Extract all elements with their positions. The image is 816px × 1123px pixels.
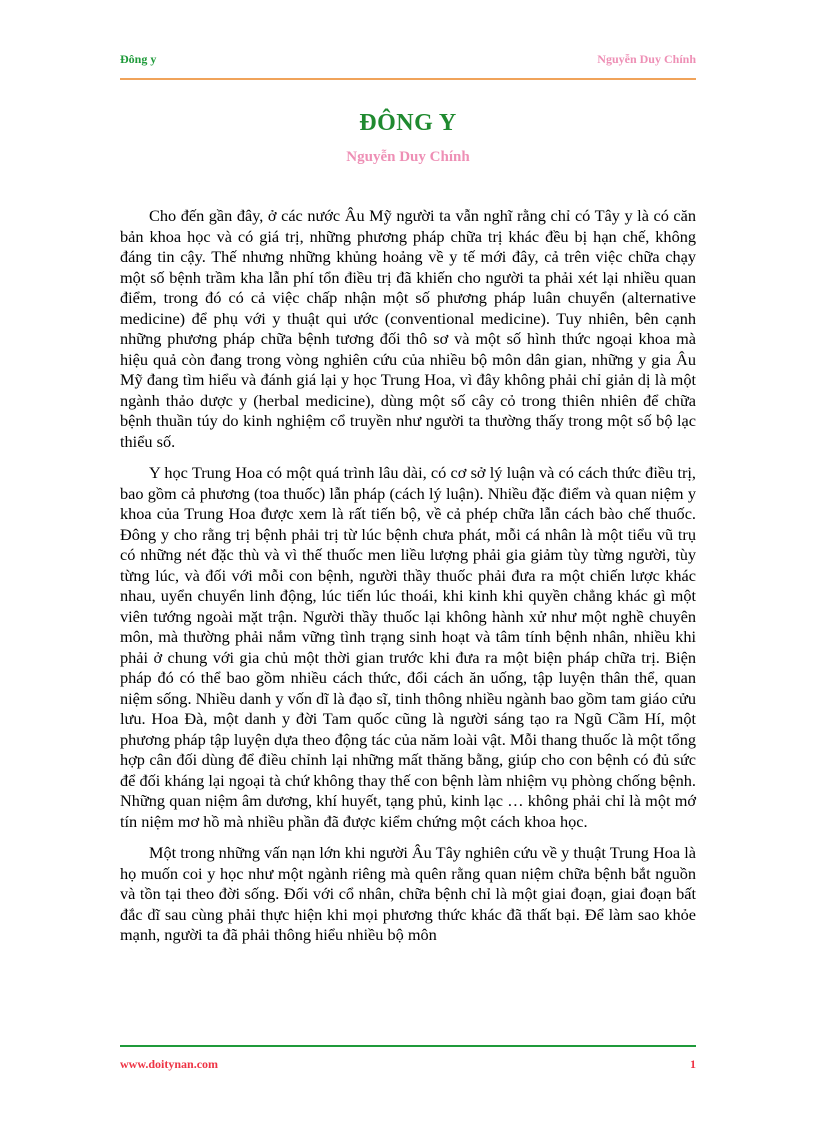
- footer-divider: [120, 1045, 696, 1047]
- paragraph-3: Một trong những vấn nạn lớn khi người Âu Tây nghiên cứu về y thuật Trung Hoa là họ muốn coi y học như một ngành riêng mà quên rằng quan niệm chữa bệnh bắt nguồn và tồn tại theo đời sống. Đối với cổ nhân, chữa bệnh chỉ là một giai đoạn, giai đoạn bất đắc dĩ sau cùng phải thực hiện khi mọi phương thức khác đã thất bại. Để làm sao khỏe mạnh, người ta đã phải thông hiểu nhiều bộ môn: [120, 843, 696, 944]
- page-header: [120, 52, 696, 70]
- document-title: ĐÔNG Y: [359, 110, 457, 136]
- header-divider: [120, 78, 696, 80]
- header-author: Nguyễn Duy Chính: [597, 52, 696, 66]
- page-number: 1: [690, 1057, 696, 1071]
- document-body: [120, 206, 696, 957]
- document-author: Nguyễn Duy Chính: [346, 149, 470, 165]
- header-section-title: Đông y: [120, 52, 157, 66]
- page-footer: [120, 1057, 696, 1073]
- paragraph-1: Cho đến gần đây, ở các nước Âu Mỹ người ta vẫn nghĩ rằng chỉ có Tây y là có căn bản khoa học và có giá trị, những phương pháp chữa trị khác đều bị hạn chế, không đáng tin cậy. Thế nhưng những khủng hoảng về y tế mới đây, cả trên việc chữa chạy một số bệnh trầm kha lẫn phí tổn điều trị đã khiến cho người ta phải xét lại nhiều quan điểm, trong đó có cả việc chấp nhận một số phương pháp luân chuyển (alternative medicine) để phụ với y thuật qui ước (conventional medicine). Tuy nhiên, bên cạnh những phương pháp chữa bệnh tương đối thô sơ và một số hình thức ngoại khoa mà hiệu quả còn đang trong vòng nghiên cứu của nhiều bộ môn dân gian, những y gia Âu Mỹ đang tìm hiểu và đánh giá lại y học Trung Hoa, vì đây không phải chỉ giản dị là một ngành thảo dược y (herbal medicine), dùng một số cây cỏ trong thiên nhiên để chữa bệnh thuần túy do kinh nghiệm cổ truyền như người ta thường thấy trong một số bộ lạc thiểu số.: [120, 206, 696, 451]
- footer-website-link[interactable]: www.doitynan.com: [120, 1057, 219, 1071]
- paragraph-2: Y học Trung Hoa có một quá trình lâu dài, có cơ sở lý luận và có cách thức điều trị, bao gồm cả phương (toa thuốc) lẫn pháp (cách lý luận). Nhiều đặc điểm và quan niệm y khoa của Trung Hoa được xem là rất tiến bộ, về cả phép chữa lẫn cách bào chế thuốc. Đông y cho rằng trị bệnh phải trị từ lúc bệnh chưa phát, mỗi cá nhân là một tiểu vũ trụ có những nét đặc thù và vì thế thuốc men liều lượng phải gia giảm tùy từng người, tùy từng lúc, và đối với mỗi con bệnh, người thầy thuốc phải đưa ra một chiến lược khác nhau, uyển chuyển linh động, lúc tiến lúc thoái, khi kinh khi quyền chẳng khác gì một viên tướng ngoài mặt trận. Người thầy thuốc lại không hành xử như một nghề chuyên môn, mà thường phải nắm vững tình trạng sinh hoạt và tâm tính bệnh nhân, nhiều khi phải ở chung với gia chủ một thời gian trước khi đưa ra một biện pháp chữa trị. Biện pháp đó có thể bao gồm nhiều cách thức, đổi cách ăn uống, tập luyện thân thể, quan niệm sống. Nhiều danh y vốn dĩ là đạo sĩ, tinh thông nhiều ngành bao gồm tam giáo cửu lưu. Hoa Đà, một danh y đời Tam quốc cũng là người sáng tạo ra Ngũ Cầm Hí, một phương pháp tập luyện dựa theo động tác của năm loài vật. Mỗi thang thuốc là một tổng hợp cân đối dùng để điều chỉnh lại những mất thăng bằng, giúp cho con bệnh có đủ sức để đối kháng lại ngoại tà chứ không thay thế con bệnh làm nhiệm vụ phòng chống bệnh. Những quan niệm âm dương, khí huyết, tạng phủ, kinh lạc … không phải chỉ là một mớ tín niệm mơ hồ mà nhiều phần đã được kiểm chứng một cách khoa học.: [120, 463, 696, 831]
